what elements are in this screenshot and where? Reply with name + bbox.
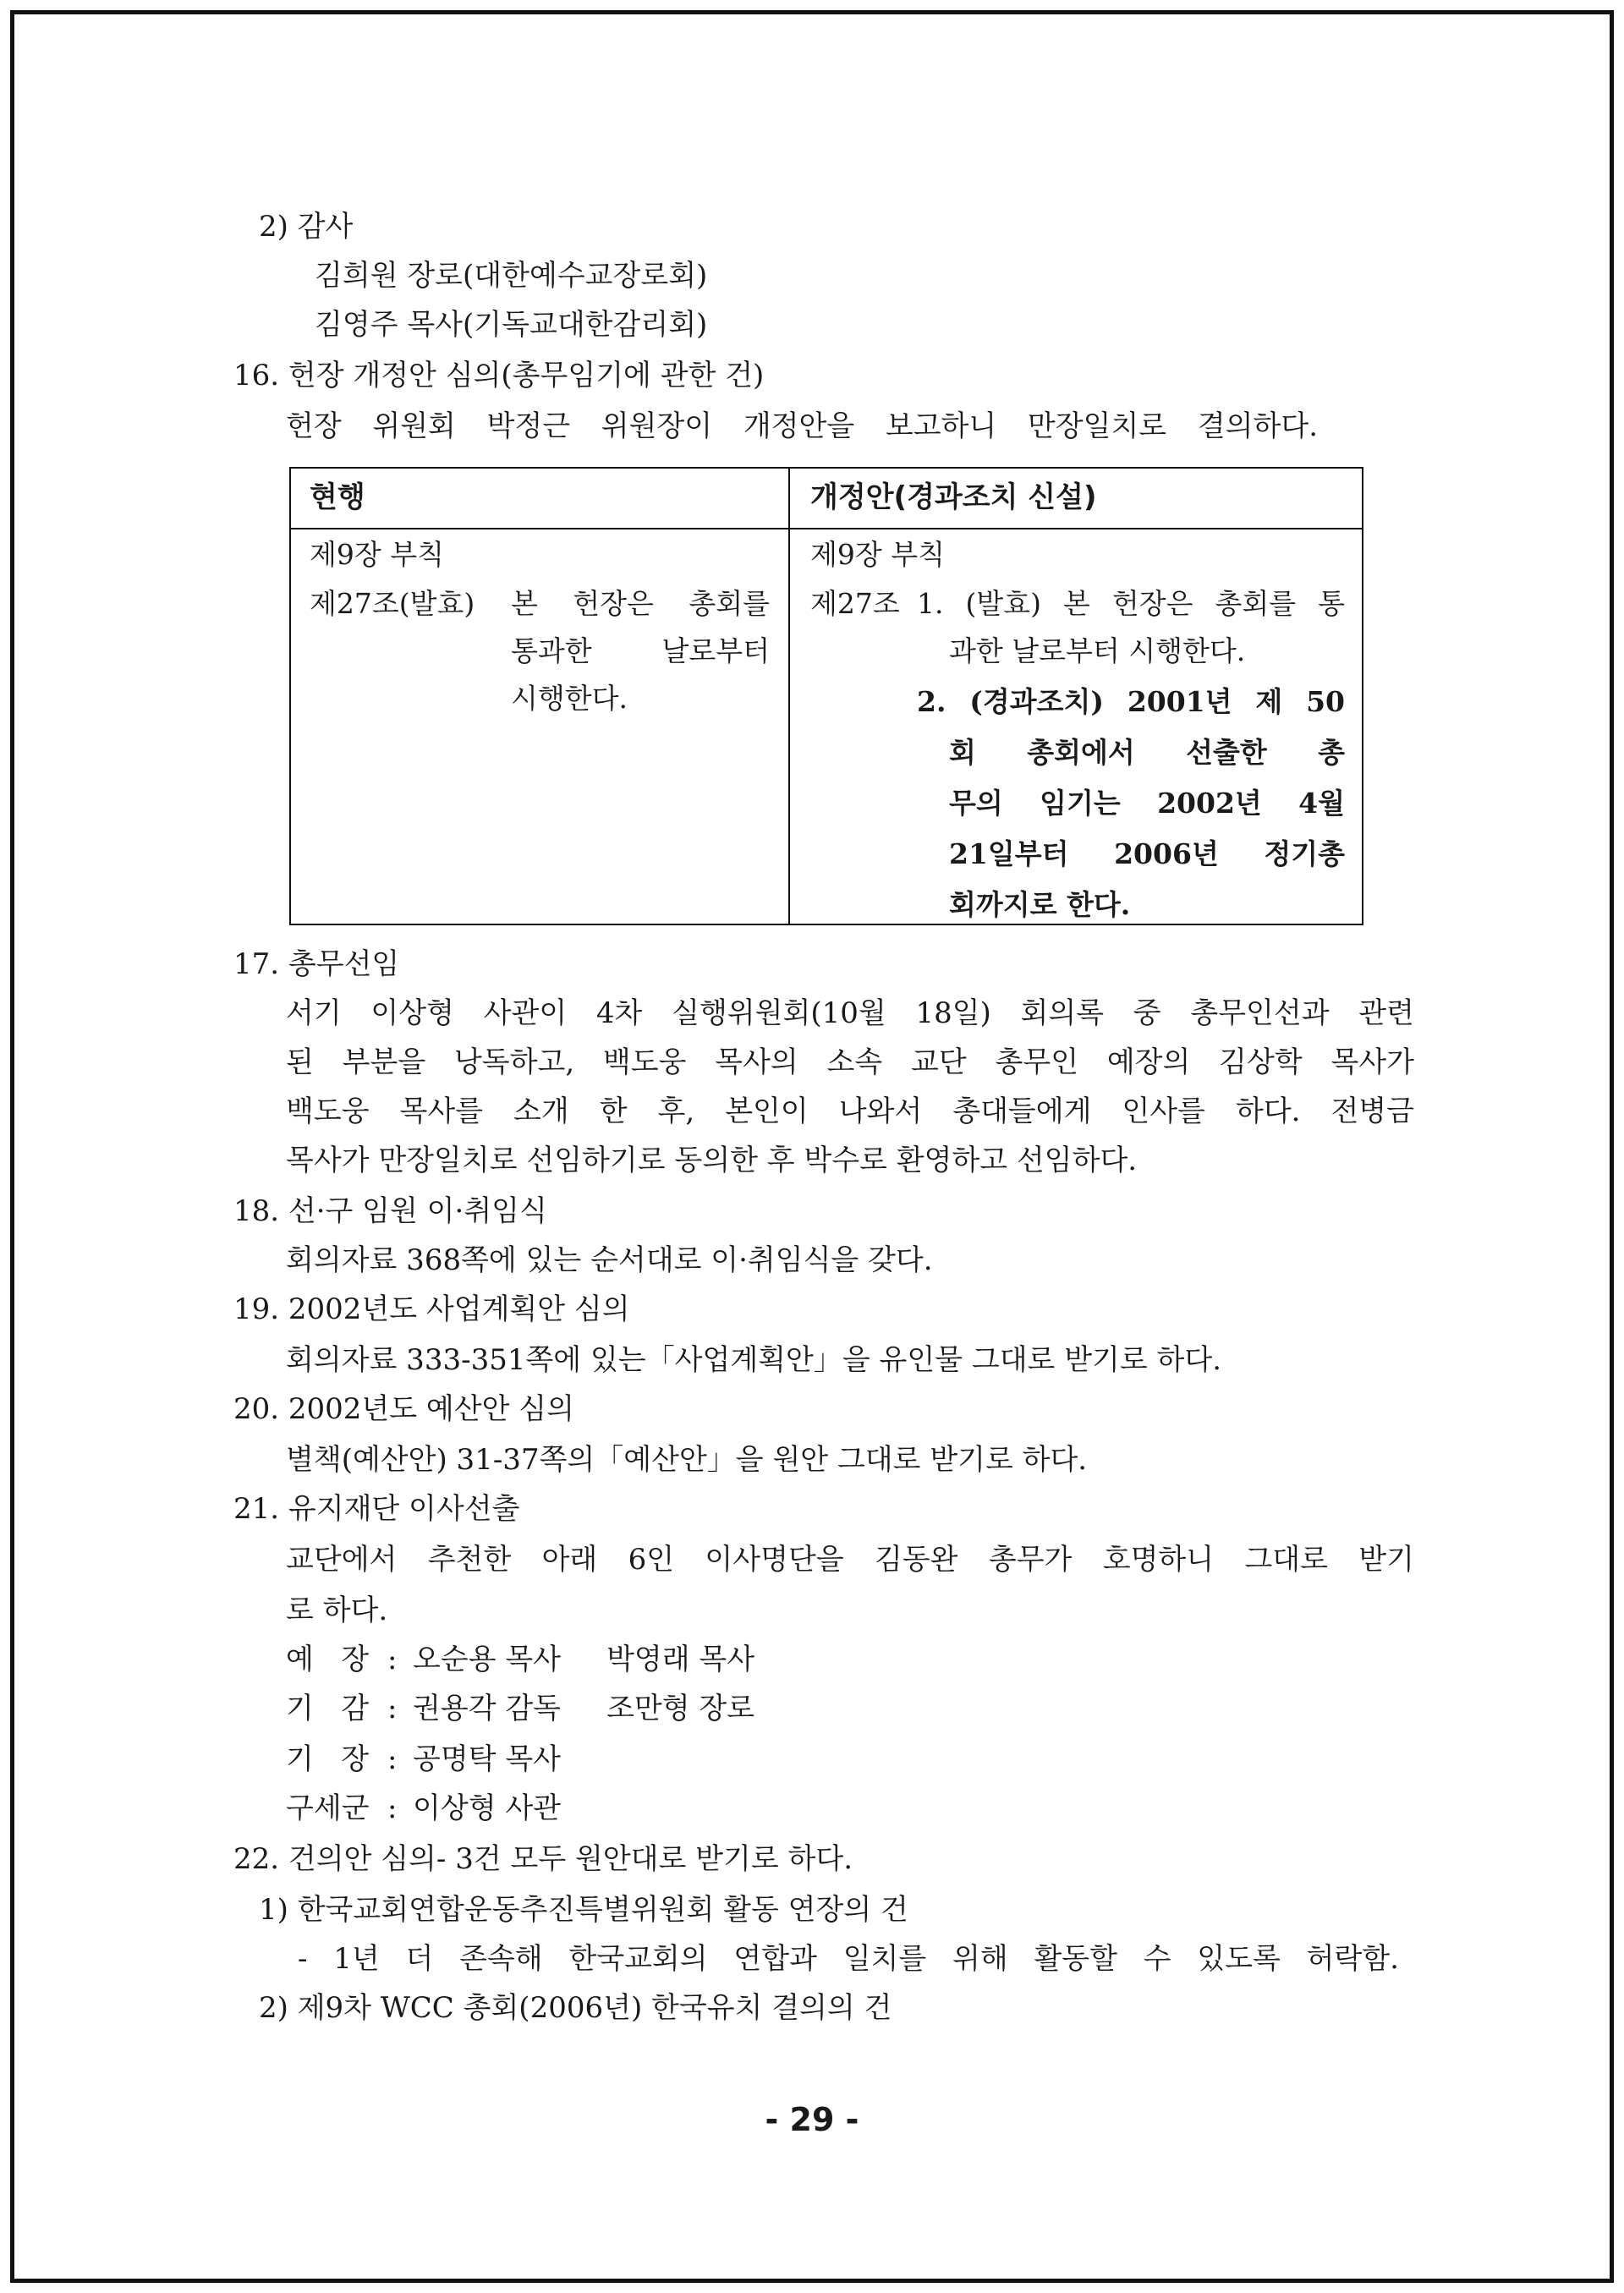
table-column-divider	[788, 469, 790, 924]
section-21-heading: 21. 유지재단 이사선출	[233, 1492, 520, 1526]
trustee-colon-4: :	[387, 1791, 398, 1825]
page-number: - 29 -	[765, 2101, 859, 2138]
current-chapter: 제9장 부칙	[310, 538, 444, 571]
section-17-line-1: 서기 이상형 사관이 4차 실행위원회(10월 18일) 회의록 중 총무인선과 관련	[286, 996, 1414, 1030]
section-21-line-1: 교단에서 추천한 아래 6인 이사명단을 김동완 총무가 호명하니 그대로 받기	[286, 1543, 1414, 1577]
section-17-line-3: 백도웅 목사를 소개 한 후, 본인이 나와서 총대들에게 인사를 하다. 전병금	[286, 1094, 1414, 1128]
current-text-line-1: 본 헌장은 총회를	[511, 587, 770, 620]
trustee-colon-1: :	[387, 1643, 398, 1676]
trustee-denom-3: 기 장	[286, 1742, 370, 1776]
trustee-names-2: 권용각 감독 조만형 장로	[413, 1692, 755, 1725]
section-17-line-2: 된 부분을 낭독하고, 백도웅 목사의 소속 교단 총무인 예장의 김상학 목사가	[286, 1045, 1414, 1079]
section-22-item-1-detail: - 1년 더 존속해 한국교회의 연합과 일치를 위해 활동할 수 있도록 허락함.	[298, 1942, 1399, 1976]
revision-article: 제27조	[810, 587, 900, 620]
section-16-heading: 16. 헌장 개정안 심의(총무임기에 관한 건)	[233, 359, 765, 392]
trustee-denom-1: 예 장	[286, 1643, 370, 1676]
section-17-heading: 17. 총무선임	[233, 947, 400, 981]
revision-chapter: 제9장 부칙	[810, 538, 945, 571]
trustee-names-3: 공명탁 목사	[413, 1742, 562, 1776]
revision-item2-line-4: 21일부터 2006년 정기총	[949, 837, 1345, 870]
trustee-denom-2: 기 감	[286, 1692, 370, 1725]
revision-item2-line-2: 회 총회에서 선출한 총	[949, 736, 1345, 769]
current-article: 제27조(발효)	[310, 587, 475, 620]
revision-item2-line-3: 무의 임기는 2002년 4월	[949, 787, 1345, 820]
section-22-item-1: 1) 한국교회연합운동추진특별위원회 활동 연장의 건	[259, 1893, 908, 1927]
current-text-line-3: 시행한다.	[511, 682, 628, 715]
trustee-colon-3: :	[387, 1742, 398, 1776]
section-22-heading: 22. 건의안 심의- 3건 모두 원안대로 받기로 하다.	[233, 1842, 853, 1876]
section-18-heading: 18. 선·구 임원 이·취임식	[233, 1194, 547, 1228]
trustee-names-1: 오순용 목사 박영래 목사	[413, 1643, 755, 1676]
revision-item2-line-5: 회까지로 한다.	[949, 888, 1131, 921]
trustee-colon-2: :	[387, 1692, 398, 1725]
section-16-body: 헌장 위원회 박정근 위원장이 개정안을 보고하니 만장일치로 결의하다.	[286, 409, 1318, 443]
section-19-body: 회의자료 333-351쪽에 있는「사업계획안」을 유인물 그대로 받기로 하다.	[286, 1343, 1222, 1377]
table-header-divider	[291, 528, 1362, 529]
current-text-line-2: 통과한 날로부터	[511, 634, 770, 667]
revision-item2-line-1: 2. (경과조치) 2001년 제 50	[917, 685, 1345, 718]
table-header-revision: 개정안(경과조치 신설)	[810, 480, 1097, 514]
section-19-heading: 19. 2002년도 사업계획안 심의	[233, 1292, 630, 1326]
amendment-table	[289, 467, 1363, 925]
trustee-denom-4: 구세군	[286, 1791, 370, 1825]
section-20-heading: 20. 2002년도 예산안 심의	[233, 1392, 574, 1426]
table-header-current: 현행	[310, 480, 365, 514]
section-17-line-4: 목사가 만장일치로 선임하기로 동의한 후 박수로 환영하고 선임하다.	[286, 1144, 1138, 1177]
trustee-names-4: 이상형 사관	[413, 1791, 562, 1825]
section-18-body: 회의자료 368쪽에 있는 순서대로 이·취임식을 갖다.	[286, 1243, 933, 1277]
revision-item1-line-1: 1. (발효) 본 헌장은 총회를 통	[917, 587, 1345, 620]
audit-member-2: 김영주 목사(기독교대한감리회)	[315, 308, 708, 342]
audit-heading: 2) 감사	[259, 210, 354, 244]
section-21-line-2: 로 하다.	[286, 1594, 388, 1627]
section-20-body: 별책(예산안) 31-37쪽의「예산안」을 원안 그대로 받기로 하다.	[286, 1443, 1088, 1477]
audit-member-1: 김희원 장로(대한예수교장로회)	[315, 259, 708, 293]
section-22-item-2: 2) 제9차 WCC 총회(2006년) 한국유치 결의의 건	[259, 1991, 892, 2025]
revision-item1-line-2: 과한 날로부터 시행한다.	[949, 634, 1246, 667]
